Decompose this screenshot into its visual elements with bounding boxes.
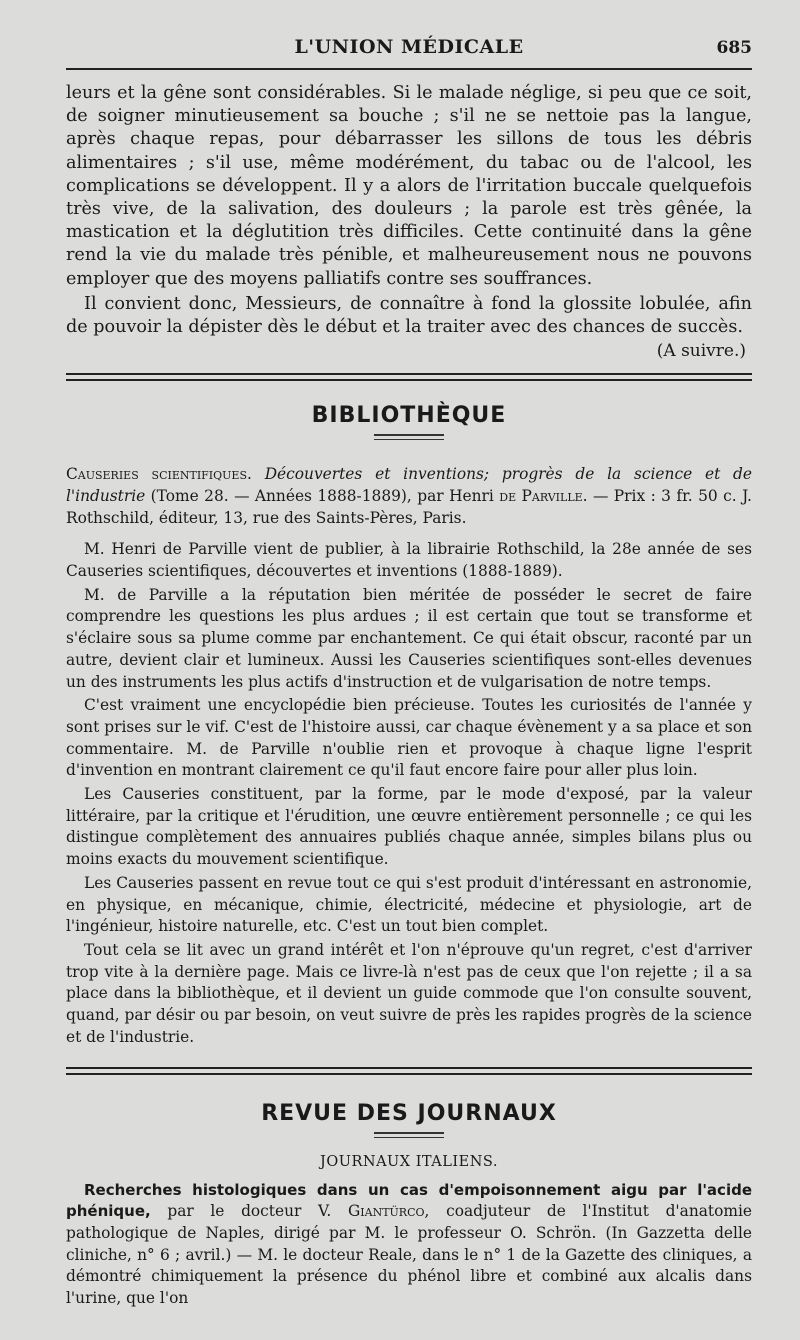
header-rule [66,68,752,70]
review-paragraph: Tout cela se lit avec un grand intérêt et l'on n'éprouve qu'un regret, c'est d'arriver trop vite à la dernière page. Mais ce livre-là n'est pas de ceux que l'on rejette ; il a sa place dans la bibliothèque, et il devient un guide commode que l'on consulte souvent, quand, par désir ou par besoin, on veut suivre de près les rapides progrès de la science et de l'industrie. [66,941,752,1046]
section-divider [66,1067,752,1075]
book-series: Causeries scientifiques. [66,465,252,484]
book-author: de Parville. [499,486,588,505]
review-paragraph: M. Henri de Parville vient de publier, à la librairie Rothschild, la 28e année de ses Causeries scientifiques, découvertes et inventions (1888-1889). [66,540,752,581]
book-details-b: — Prix : 3 fr. 50 c. J. Rothschild, éditeur, 13, rue des Saints-Pères, Paris. [66,486,752,527]
title-ornament-rule [374,434,444,440]
book-subtitle: Découvertes et inventions; progrès de la science et de l'industrie [66,465,753,505]
section-title-bibliotheque: BIBLIOTHÈQUE [311,403,507,429]
paragraph-continued: leurs et la gêne sont considérables. Si le malade néglige, si peu que ce soit, de soigner minutieusement sa bouche ; s'il ne se nettoie pas la langue, après chaque repas, pour débarrasser les sillons de tous les débris alimentaires ; s'il use, même modérément, du tabac ou de l'alcool, les complications se développent. Il y a alors de l'irritation buccale quelquefois très vive, de la salivation, des douleurs ; la parole est très gênée, la mastication et la déglutition très difficiles. Cette continuité dans la gêne rend la vie du malade très pénible, et malheureusement nous ne pouvons employer que des moyens palliatifs contre ses souffrances. [66,83,752,289]
review-paragraph: Les Causeries constituent, par la forme, par le mode d'exposé, par la valeur littéraire, par la critique et l'érudition, une œuvre entièrement personnelle ; ce qui les distingue complètement des annuaires publiés chaque année, simples bilans plus ou moins exacts du mouvement scientifique. [66,785,752,869]
page-number: 685 [716,38,752,58]
review-paragraph: C'est vraiment une encyclopédie bien précieuse. Toutes les curiosités de l'année y sont prises sur le vif. C'est de l'histoire aussi, car chaque évènement y a sa place et son commentaire. M. de Parville n'oublie rien et provoque à chaque ligne l'esprit d'invention en montrant clairement ce qu'il faut encore faire pour aller plus loin. [66,696,752,780]
article-author: Giantürco, [347,1202,430,1221]
section-divider [66,373,752,381]
book-reference [66,464,752,529]
journal-title: L'UNION MÉDICALE [294,36,524,58]
article-paragraph [66,1180,752,1310]
article-title: Recherches histologiques dans un cas d'empoisonnement aigu par l'acide phénique, [66,1180,752,1221]
subsection-heading: JOURNAUX ITALIENS. [320,1153,498,1170]
running-header [66,34,752,64]
review-paragraph: Les Causeries passent en revue tout ce qui s'est produit d'intéressant en astronomie, en physique, en mécanique, chimie, électricité, médecine et physiologie, art de l'ingénieur, histoire naturelle, etc. C'est un tout bien complet. [66,873,752,936]
article-text-a: par le docteur V. [167,1202,332,1221]
article-text-b: coadjuteur de l'Institut d'anatomie pathologique de Naples, dirigé par M. le professeur O. Schrön. (In Gazzetta delle cliniche, n° 6 ; avril.) — M. le docteur Reale, dans le n° 1 de la Gazette des cliniques, a démontré chimiquement la présence du phénol libre et combiné aux alcalis dans l'urine, que l'on [66,1202,752,1308]
to-be-continued: (A suivre.) [656,341,746,362]
review-paragraph: M. de Parville a la réputation bien méritée de posséder le secret de faire comprendre les questions les plus ardues ; il est certain que tout se transforme et s'éclaire sous sa plume comme par enchantement. Ce qui était obscur, raconté par un autre, devient clair et lumineux. Aussi les Causeries scientifiques sont-elles devenues un des instruments les plus actifs d'instruction et de vulgarisation de notre temps. [66,585,752,691]
book-details-a: (Tome 28. — Années 1888-1889), par Henri [150,486,494,505]
section-title-revue: REVUE DES JOURNAUX [261,1100,557,1126]
page-body [66,82,752,1310]
paragraph-conclusion: Il convient donc, Messieurs, de connaître à fond la glossite lobulée, afin de pouvoir la dépister dès le début et la traiter avec des chances de succès. [66,293,752,338]
title-ornament-rule [374,1132,444,1138]
